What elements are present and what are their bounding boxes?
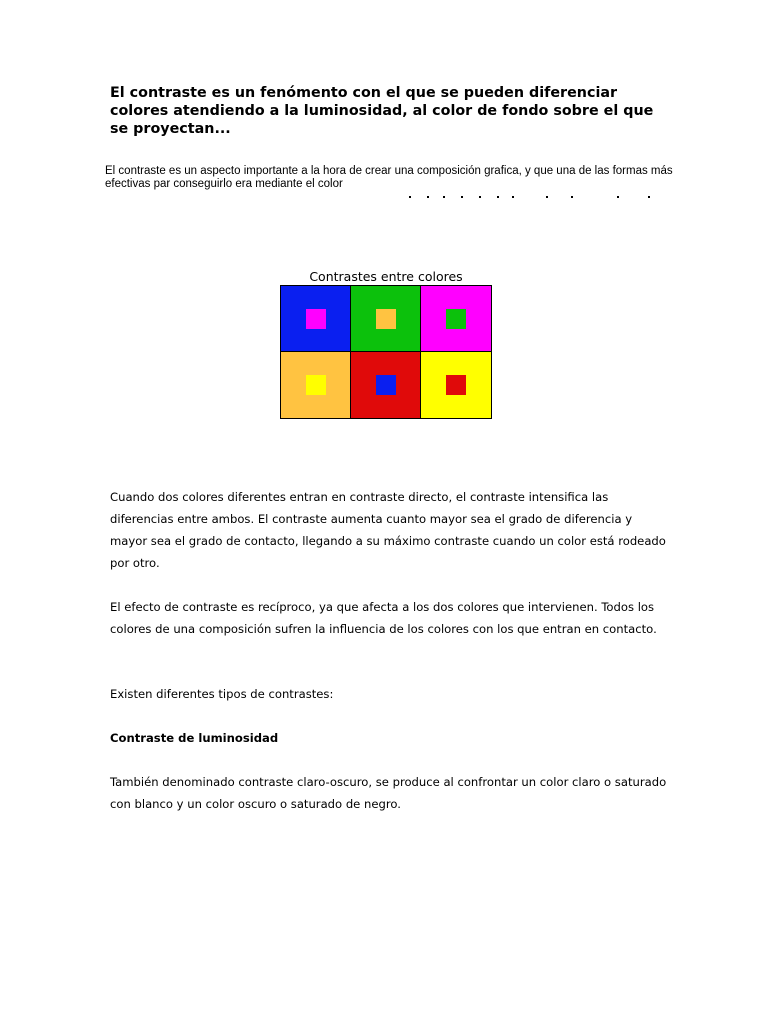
clipped-text-line <box>105 192 665 198</box>
color-cell-orange <box>281 352 351 418</box>
paragraph-contrast-direct: Cuando dos colores diferentes entran en contraste directo, el contraste intensifica las diferencias entre ambos. El contraste aumenta cuanto mayor sea el grado de diferencia y mayor sea el grado de contacto, llegando a su máximo contraste cuando un color está rodeado por otro. <box>110 490 666 570</box>
inner-square-orange <box>376 309 396 329</box>
article-heading: El contraste es un fenómento con el que se pueden diferenciar colores atendiendo a la luminosidad, al color de fondo sobre el que se proyectan... <box>110 85 654 137</box>
color-contrast-figure <box>280 268 492 419</box>
figure-title: Contrastes entre colores <box>309 269 463 284</box>
paragraph-contrast-reciprocal: El efecto de contraste es recíproco, ya que afecta a los dos colores que intervienen. Todos los colores de una composición sufren la influencia de los colores con los que entran en contacto. <box>110 600 657 636</box>
intro-paragraph: El contraste es un aspecto importante a la hora de crear una composición grafica, y que una de las formas más efectivas par conseguirlo era mediante el color <box>105 165 673 190</box>
color-cell-blue <box>281 286 351 352</box>
inner-square-red <box>446 375 466 395</box>
inner-square-magenta <box>306 309 326 329</box>
subheading-luminosity: Contraste de luminosidad <box>110 731 279 745</box>
inner-square-blue <box>376 375 396 395</box>
color-cell-red <box>351 352 421 418</box>
color-cell-magenta <box>421 286 491 352</box>
color-cell-green <box>351 286 421 352</box>
color-cell-yellow <box>421 352 491 418</box>
color-grid <box>280 285 492 419</box>
paragraph-luminosity: También denominado contraste claro-oscuro, se produce al confrontar un color claro o saturado con blanco y un color oscuro o saturado de negro. <box>110 775 667 811</box>
inner-square-yellow <box>306 375 326 395</box>
paragraph-contrast-types: Existen diferentes tipos de contrastes: <box>110 687 334 701</box>
inner-square-green <box>446 309 466 329</box>
